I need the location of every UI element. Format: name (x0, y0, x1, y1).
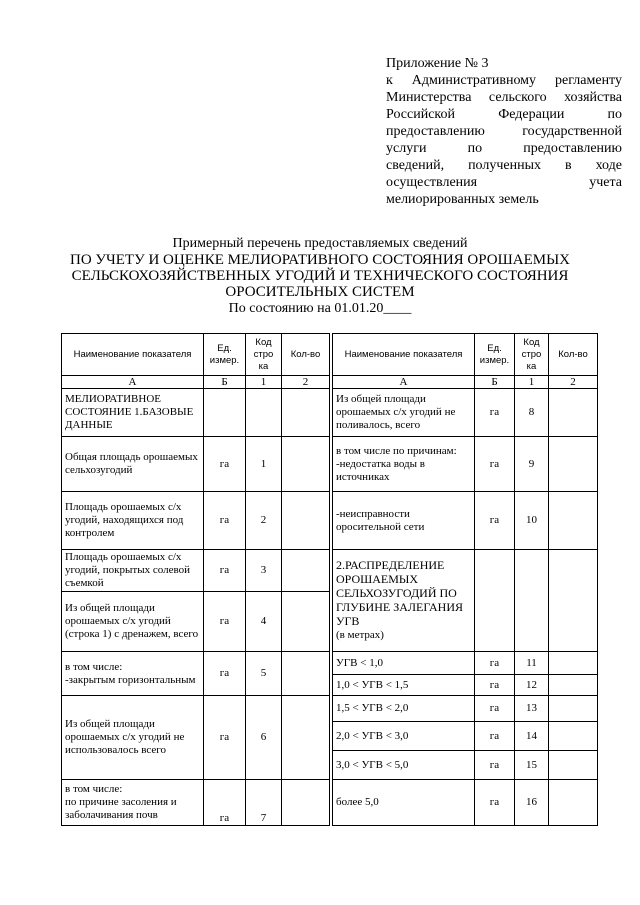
code-cell: 11 (515, 652, 549, 675)
code-cell: 3 (246, 550, 282, 592)
title-line-4: ОРОСИТЕЛЬНЫХ СИСТЕМ (225, 284, 415, 300)
unit-cell: га (475, 492, 515, 550)
letters-row (62, 376, 598, 389)
indicator-name: Из общей площади орошаемых с/х угодий не поливалось, всего (333, 389, 475, 437)
qty-cell (282, 492, 330, 550)
header-code: Код стро ка (515, 334, 549, 376)
qty-cell (549, 780, 598, 826)
letter-cell: Б (475, 376, 515, 389)
table-row (62, 652, 598, 675)
qty-cell (282, 550, 330, 592)
table-row (62, 492, 598, 550)
header-name: Наименование показателя (62, 334, 204, 376)
qty-cell (549, 550, 598, 652)
indicator-name-part: -недостатка воды в источниках (336, 457, 425, 483)
indicator-name: Площадь орошаемых с/х угодий, покрытых солевой съемкой (62, 550, 204, 592)
appendix-line: осуществления учета (386, 175, 622, 190)
indicator-name: 1,5 < УГВ < 2,0 (333, 696, 475, 722)
unit-cell: га (204, 437, 246, 492)
appendix-line: Министерства сельского хозяйства (386, 90, 622, 105)
unit-cell: га (204, 652, 246, 696)
section-note: (в метрах) (336, 629, 384, 641)
indicator-name: УГВ < 1,0 (333, 652, 475, 675)
appendix-block (386, 55, 622, 208)
code-cell: 10 (515, 492, 549, 550)
qty-cell (282, 696, 330, 780)
indicator-name-part: по причине засоления и заболачивания почв (65, 796, 177, 821)
code-cell (515, 550, 549, 652)
code-cell: 2 (246, 492, 282, 550)
unit-cell: га (475, 652, 515, 675)
section-heading: МЕЛИОРАТИВНОЕ СОСТОЯНИЕ 1.БАЗОВЫЕ ДАННЫЕ (62, 389, 204, 437)
code-cell: 16 (515, 780, 549, 826)
title-line-2: ПО УЧЕТУ И ОЦЕНКЕ МЕЛИОРАТИВНОГО СОСТОЯНИЯ ОРОШАЕМЫХ (69, 252, 570, 268)
document-title (60, 236, 580, 317)
code-cell: 8 (515, 389, 549, 437)
qty-cell (282, 592, 330, 652)
unit-cell (475, 550, 515, 652)
code-cell: 13 (515, 696, 549, 722)
qty-cell (549, 652, 598, 675)
indicator-name: 3,0 < УГВ < 5,0 (333, 751, 475, 780)
table-row (62, 550, 598, 592)
data-table (61, 333, 598, 826)
indicator-name-part: в том числе: (65, 783, 123, 795)
unit-cell: га (475, 696, 515, 722)
unit-cell: га (475, 437, 515, 492)
letter-cell: 2 (282, 376, 330, 389)
header-unit: Ед. измер. (475, 334, 515, 376)
unit-cell: га (204, 696, 246, 780)
code-cell: 6 (246, 696, 282, 780)
indicator-name: Общая площадь орошаемых сельхозугодий (62, 437, 204, 492)
unit-cell: га (204, 492, 246, 550)
letter-cell: А (62, 376, 204, 389)
unit-cell: га (204, 550, 246, 592)
indicator-name: более 5,0 (333, 780, 475, 826)
indicator-name (333, 437, 475, 492)
header-row (62, 334, 598, 376)
code-cell (246, 389, 282, 437)
header-name: Наименование показателя (333, 334, 475, 376)
section-heading (333, 550, 475, 652)
appendix-line: услуги по предоставлению (386, 141, 622, 156)
section-heading-text: 2.РАСПРЕДЕЛЕНИЕ ОРОШАЕМЫХ СЕЛЬХОЗУГОДИЙ ПО ГЛУБИНЕ ЗАЛЕГАНИЯ УГВ (336, 558, 464, 628)
unit-cell: га (204, 592, 246, 652)
indicator-name: 2,0 < УГВ < 3,0 (333, 722, 475, 751)
unit-cell: га (475, 780, 515, 826)
code-cell: 15 (515, 751, 549, 780)
indicator-name-part: в том числе: (65, 660, 123, 673)
unit-cell: га (475, 722, 515, 751)
unit-cell: га (475, 675, 515, 696)
qty-cell (549, 696, 598, 722)
indicator-name: Площадь орошаемых с/х угодий, находящихся под контролем (62, 492, 204, 550)
title-line-1: Примерный перечень предоставляемых сведений (172, 236, 468, 251)
indicator-name-part: в том числе по причинам: (336, 444, 457, 457)
qty-cell (282, 437, 330, 492)
qty-cell (549, 437, 598, 492)
code-cell: 1 (246, 437, 282, 492)
appendix-line: Российской Федерации по (386, 107, 622, 122)
letter-cell: 1 (515, 376, 549, 389)
qty-cell (282, 652, 330, 696)
code-cell: 12 (515, 675, 549, 696)
code-cell: 5 (246, 652, 282, 696)
appendix-line: к Административному регламенту (386, 73, 622, 88)
indicator-name (62, 652, 204, 696)
letter-cell: Б (204, 376, 246, 389)
qty-cell (549, 389, 598, 437)
header-unit: Ед. измер. (204, 334, 246, 376)
indicator-name: Из общей площади орошаемых с/х угодий не использовалось всего (62, 696, 204, 780)
qty-cell (282, 780, 330, 826)
unit-cell: га (204, 780, 246, 826)
code-cell: 9 (515, 437, 549, 492)
header-qty: Кол-во (549, 334, 598, 376)
title-line-5: По состоянию на 01.01.20____ (228, 301, 412, 316)
unit-cell: га (475, 389, 515, 437)
title-line-3: СЕЛЬСКОХОЗЯЙСТВЕННЫХ УГОДИЙ И ТЕХНИЧЕСКОГО СОСТОЯНИЯ (71, 268, 569, 284)
unit-cell: га (475, 751, 515, 780)
qty-cell (549, 722, 598, 751)
qty-cell (549, 675, 598, 696)
indicator-name: 1,0 < УГВ < 1,5 (333, 675, 475, 696)
indicator-name: Из общей площади орошаемых с/х угодий (строка 1) с дренажем, всего (62, 592, 204, 652)
table-row (62, 780, 598, 826)
code-cell: 7 (246, 780, 282, 826)
indicator-name: -неисправности оросительной сети (333, 492, 475, 550)
unit-cell (204, 389, 246, 437)
appendix-line: Приложение № 3 (386, 56, 489, 71)
indicator-name (62, 780, 204, 826)
code-cell: 4 (246, 592, 282, 652)
qty-cell (282, 389, 330, 437)
letter-cell: 2 (549, 376, 598, 389)
table-row (62, 437, 598, 492)
table-row (62, 389, 598, 437)
appendix-line: мелиорированных земель (386, 192, 539, 207)
qty-cell (549, 751, 598, 780)
letter-cell: А (333, 376, 475, 389)
header-qty: Кол-во (282, 334, 330, 376)
table-row (62, 696, 598, 722)
letter-cell: 1 (246, 376, 282, 389)
appendix-line: предоставлению государственной (386, 124, 622, 139)
indicator-name-part: -закрытым горизонтальным (65, 673, 196, 686)
appendix-line: сведений, полученных в ходе (386, 158, 622, 173)
code-cell: 14 (515, 722, 549, 751)
header-code: Код стро ка (246, 334, 282, 376)
qty-cell (549, 492, 598, 550)
